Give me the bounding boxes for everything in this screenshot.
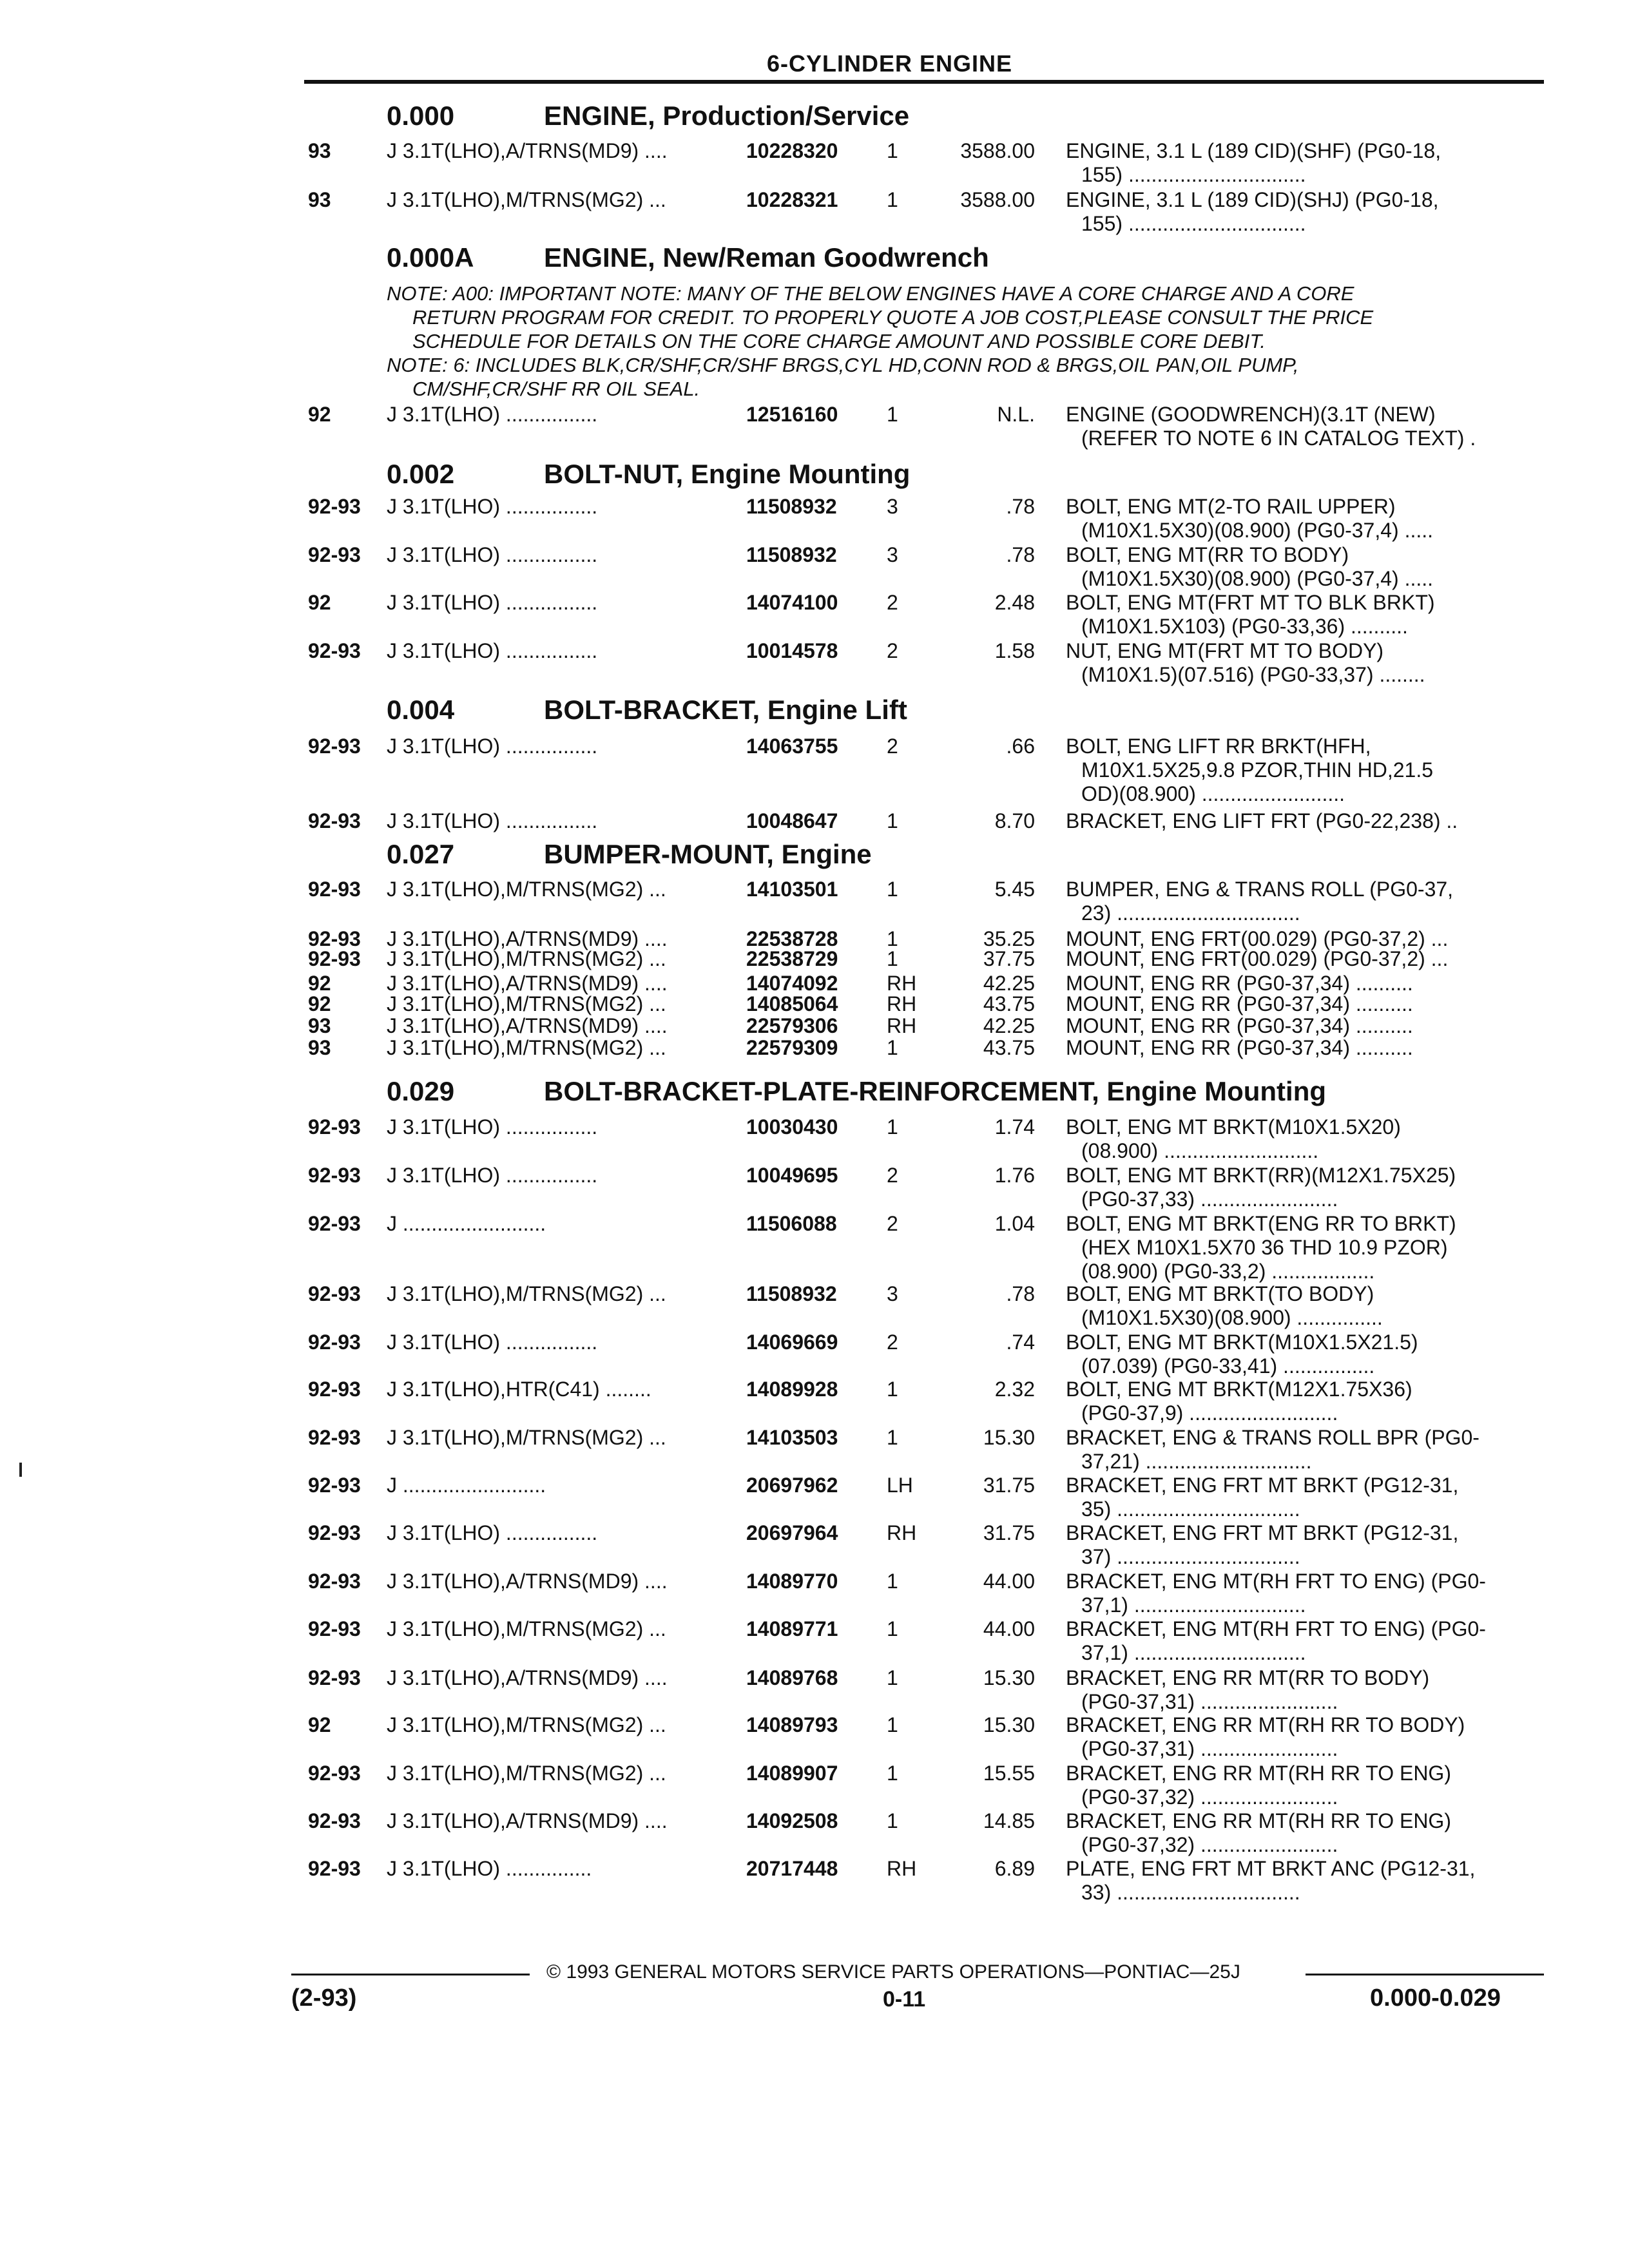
description-continued: (M10X1.5X30)(08.900) ...............	[1081, 1306, 1383, 1329]
part-number: 11508932	[746, 495, 837, 518]
part-description: BOLT, ENG LIFT RR BRKT(HFH,	[1066, 735, 1371, 758]
description-continued: (PG0-37,31) ........................	[1081, 1690, 1338, 1713]
model-years: 92-93	[308, 927, 361, 950]
application: J 3.1T(LHO) ................	[387, 639, 598, 662]
model-years: 92-93	[308, 1474, 361, 1497]
model-years: 92-93	[308, 1331, 361, 1354]
model-years: 92	[308, 972, 331, 995]
model-years: 92-93	[308, 947, 361, 970]
description-continued: 23) ................................	[1081, 901, 1300, 925]
model-years: 93	[308, 188, 331, 211]
quantity: 1	[887, 1762, 898, 1785]
quantity: RH	[887, 1014, 917, 1037]
model-years: 92-93	[308, 1857, 361, 1880]
description-continued: (M10X1.5X103) (PG0-33,36) ..........	[1081, 615, 1408, 638]
price: 1.74	[994, 1115, 1035, 1139]
part-description: BOLT, ENG MT BRKT(RR)(M12X1.75X25)	[1066, 1164, 1456, 1187]
footer-rule-left	[291, 1974, 530, 1975]
model-years: 92-93	[308, 809, 361, 832]
part-description: BOLT, ENG MT(2-TO RAIL UPPER)	[1066, 495, 1396, 518]
application: J 3.1T(LHO) ................	[387, 403, 598, 426]
quantity: 2	[887, 1331, 898, 1354]
description-continued: 37,1) ..............................	[1081, 1641, 1306, 1664]
quantity: 1	[887, 1570, 898, 1593]
quantity: 2	[887, 735, 898, 758]
section-title: BOLT-NUT, Engine Mounting	[544, 459, 911, 489]
application: J 3.1T(LHO),M/TRNS(MG2) ...	[387, 1617, 666, 1640]
part-description: ENGINE, 3.1 L (189 CID)(SHJ) (PG0-18,	[1066, 188, 1439, 211]
catalog-note: RETURN PROGRAM FOR CREDIT. TO PROPERLY QUOTE A JOB COST,PLEASE CONSULT THE PRICE	[412, 306, 1374, 329]
part-description: ENGINE, 3.1 L (189 CID)(SHF) (PG0-18,	[1066, 139, 1441, 162]
part-number: 14103501	[746, 878, 838, 901]
description-continued: (PG0-37,32) ........................	[1081, 1785, 1338, 1809]
section-title: BOLT-BRACKET-PLATE-REINFORCEMENT, Engine Mounting	[544, 1076, 1327, 1106]
part-number: 14074092	[746, 972, 838, 995]
footer-rule-right	[1306, 1974, 1544, 1975]
quantity: 1	[887, 139, 898, 162]
part-number: 10228321	[746, 188, 838, 211]
model-years: 92-93	[308, 1282, 361, 1305]
application: J 3.1T(LHO) ................	[387, 809, 598, 832]
description-continued: (07.039) (PG0-33,41) ................	[1081, 1354, 1375, 1378]
application: J 3.1T(LHO) ................	[387, 543, 598, 566]
price: 8.70	[994, 809, 1035, 832]
part-number: 22579306	[746, 1014, 838, 1037]
model-years: 92-93	[308, 1809, 361, 1832]
quantity: RH	[887, 1521, 917, 1544]
model-years: 92-93	[308, 1570, 361, 1593]
part-number: 10030430	[746, 1115, 838, 1139]
description-continued: (08.900) (PG0-33,2) ..................	[1081, 1260, 1375, 1283]
part-description: BOLT, ENG MT BRKT(M12X1.75X36)	[1066, 1378, 1412, 1401]
part-number: 11508932	[746, 1282, 837, 1305]
part-number: 14085064	[746, 992, 838, 1015]
description-continued: 35) ................................	[1081, 1497, 1300, 1521]
application: J 3.1T(LHO) ................	[387, 735, 598, 758]
part-description: MOUNT, ENG RR (PG0-37,34) ..........	[1066, 1014, 1413, 1037]
part-number: 14089771	[746, 1617, 838, 1640]
application: J 3.1T(LHO) ................	[387, 1115, 598, 1139]
section-title: ENGINE, New/Reman Goodwrench	[544, 242, 989, 273]
price: .78	[1006, 495, 1035, 518]
part-description: BOLT, ENG MT(RR TO BODY)	[1066, 543, 1349, 566]
part-number: 10014578	[746, 639, 838, 662]
part-description: BRACKET, ENG RR MT(RH RR TO BODY)	[1066, 1713, 1465, 1736]
section-code: 0.029	[387, 1076, 455, 1106]
model-years: 92	[308, 403, 331, 426]
section-code: 0.002	[387, 459, 455, 489]
price: 31.75	[983, 1474, 1035, 1497]
part-description: MOUNT, ENG RR (PG0-37,34) ..........	[1066, 992, 1413, 1015]
model-years: 92-93	[308, 543, 361, 566]
part-number: 20697962	[746, 1474, 838, 1497]
description-continued: 155) ...............................	[1081, 212, 1306, 235]
price: 5.45	[994, 878, 1035, 901]
section-code: 0.000	[387, 101, 455, 131]
description-continued: (HEX M10X1.5X70 36 THD 10.9 PZOR)	[1081, 1236, 1448, 1259]
part-number: 14089793	[746, 1713, 838, 1736]
description-continued: 155) ...............................	[1081, 163, 1306, 186]
quantity: 1	[887, 1036, 898, 1059]
price: .74	[1006, 1331, 1035, 1354]
part-number: 10228320	[746, 139, 838, 162]
part-number: 22579309	[746, 1036, 838, 1059]
catalog-note: CM/SHF,CR/SHF RR OIL SEAL.	[412, 378, 700, 400]
part-description: NUT, ENG MT(FRT MT TO BODY)	[1066, 639, 1384, 662]
quantity: 1	[887, 1666, 898, 1689]
price: .66	[1006, 735, 1035, 758]
quantity: RH	[887, 992, 917, 1015]
section-title: BUMPER-MOUNT, Engine	[544, 839, 872, 869]
application: J .........................	[387, 1474, 546, 1497]
description-continued: (PG0-37,33) ........................	[1081, 1187, 1338, 1211]
description-continued: OD)(08.900) .........................	[1081, 782, 1345, 805]
price: 15.55	[983, 1762, 1035, 1785]
part-description: BRACKET, ENG RR MT(RH RR TO ENG)	[1066, 1762, 1451, 1785]
model-years: 92-93	[308, 1378, 361, 1401]
application: J 3.1T(LHO),A/TRNS(MD9) ....	[387, 927, 668, 950]
description-continued: M10X1.5X25,9.8 PZOR,THIN HD,21.5	[1081, 758, 1433, 782]
section-code: 0.000A	[387, 242, 474, 273]
part-number: 11506088	[746, 1212, 837, 1235]
section-title: ENGINE, Production/Service	[544, 101, 910, 131]
section-code: 0.004	[387, 695, 455, 725]
part-description: BRACKET, ENG RR MT(RR TO BODY)	[1066, 1666, 1430, 1689]
quantity: 1	[887, 1617, 898, 1640]
application: J 3.1T(LHO),M/TRNS(MG2) ...	[387, 1713, 666, 1736]
application: J 3.1T(LHO),A/TRNS(MD9) ....	[387, 1570, 668, 1593]
description-continued: (M10X1.5X30)(08.900) (PG0-37,4) .....	[1081, 519, 1434, 542]
section-code: 0.027	[387, 839, 455, 869]
application: J 3.1T(LHO) ................	[387, 1164, 598, 1187]
price: 15.30	[983, 1426, 1035, 1449]
model-years: 92-93	[308, 1426, 361, 1449]
price: N.L.	[997, 403, 1035, 426]
part-number: 14089770	[746, 1570, 838, 1593]
price: 37.75	[983, 947, 1035, 970]
part-description: MOUNT, ENG RR (PG0-37,34) ..........	[1066, 1036, 1413, 1059]
page-header: 6-CYLINDER ENGINE	[767, 50, 1013, 77]
model-years: 92-93	[308, 878, 361, 901]
description-continued: 37,1) ..............................	[1081, 1593, 1306, 1617]
part-description: BOLT, ENG MT BRKT(M10X1.5X20)	[1066, 1115, 1401, 1139]
application: J 3.1T(LHO),A/TRNS(MD9) ....	[387, 139, 668, 162]
part-number: 14089768	[746, 1666, 838, 1689]
part-description: MOUNT, ENG FRT(00.029) (PG0-37,2) ...	[1066, 947, 1449, 970]
price: 43.75	[983, 1036, 1035, 1059]
price: 1.76	[994, 1164, 1035, 1187]
quantity: 1	[887, 809, 898, 832]
quantity: 2	[887, 1164, 898, 1187]
quantity: RH	[887, 972, 917, 995]
part-description: BOLT, ENG MT(FRT MT TO BLK BRKT)	[1066, 591, 1435, 614]
part-description: BRACKET, ENG MT(RH FRT TO ENG) (PG0-	[1066, 1617, 1486, 1640]
price: 44.00	[983, 1570, 1035, 1593]
model-years: 92-93	[308, 639, 361, 662]
description-continued: 37,21) .............................	[1081, 1450, 1312, 1473]
copyright-line: © 1993 GENERAL MOTORS SERVICE PARTS OPERATIONS—PONTIAC—25J	[546, 1961, 1240, 1983]
application: J .........................	[387, 1212, 546, 1235]
quantity: 2	[887, 639, 898, 662]
quantity: 1	[887, 1809, 898, 1832]
description-continued: 37) ................................	[1081, 1545, 1300, 1568]
model-years: 92-93	[308, 735, 361, 758]
model-years: 92-93	[308, 1212, 361, 1235]
description-continued: (PG0-37,32) ........................	[1081, 1833, 1338, 1856]
part-number: 14069669	[746, 1331, 838, 1354]
part-description: BRACKET, ENG LIFT FRT (PG0-22,238) ..	[1066, 809, 1458, 832]
price: .78	[1006, 543, 1035, 566]
description-continued: (REFER TO NOTE 6 IN CATALOG TEXT) .	[1081, 427, 1476, 450]
price: 15.30	[983, 1666, 1035, 1689]
quantity: 1	[887, 1426, 898, 1449]
model-years: 93	[308, 1036, 331, 1059]
part-description: BRACKET, ENG FRT MT BRKT (PG12-31,	[1066, 1474, 1459, 1497]
application: J 3.1T(LHO),M/TRNS(MG2) ...	[387, 188, 666, 211]
header-rule	[304, 80, 1544, 84]
application: J 3.1T(LHO),M/TRNS(MG2) ...	[387, 1426, 666, 1449]
model-years: 92	[308, 992, 331, 1015]
quantity: 1	[887, 878, 898, 901]
model-years: 93	[308, 1014, 331, 1037]
quantity: 1	[887, 947, 898, 970]
price: 1.04	[994, 1212, 1035, 1235]
part-number: 22538729	[746, 947, 838, 970]
part-number: 14092508	[746, 1809, 838, 1832]
model-years: 92-93	[308, 1115, 361, 1139]
part-description: BRACKET, ENG RR MT(RH RR TO ENG)	[1066, 1809, 1451, 1832]
quantity: 1	[887, 403, 898, 426]
application: J 3.1T(LHO) ................	[387, 1331, 598, 1354]
price: 3588.00	[960, 188, 1035, 211]
quantity: 1	[887, 188, 898, 211]
price: 42.25	[983, 1014, 1035, 1037]
part-number: 10049695	[746, 1164, 838, 1187]
price: .78	[1006, 1282, 1035, 1305]
part-number: 14063755	[746, 735, 838, 758]
quantity: 2	[887, 591, 898, 614]
page-number: 0-11	[883, 1987, 926, 2012]
part-description: MOUNT, ENG RR (PG0-37,34) ..........	[1066, 972, 1413, 995]
application: J 3.1T(LHO),HTR(C41) ........	[387, 1378, 651, 1401]
model-years: 92-93	[308, 1666, 361, 1689]
price: 43.75	[983, 992, 1035, 1015]
part-number: 20717448	[746, 1857, 838, 1880]
description-continued: (M10X1.5)(07.516) (PG0-33,37) ........	[1081, 663, 1425, 686]
margin-mark	[19, 1463, 22, 1477]
part-description: ENGINE (GOODWRENCH)(3.1T (NEW)	[1066, 403, 1436, 426]
model-years: 92	[308, 1713, 331, 1736]
application: J 3.1T(LHO),A/TRNS(MD9) ....	[387, 1014, 668, 1037]
application: J 3.1T(LHO),M/TRNS(MG2) ...	[387, 1282, 666, 1305]
application: J 3.1T(LHO),M/TRNS(MG2) ...	[387, 1036, 666, 1059]
catalog-note: NOTE: A00: IMPORTANT NOTE: MANY OF THE BELOW ENGINES HAVE A CORE CHARGE AND A CORE	[387, 282, 1354, 305]
part-number: 14089907	[746, 1762, 838, 1785]
part-number: 14089928	[746, 1378, 838, 1401]
price: 2.48	[994, 591, 1035, 614]
application: J 3.1T(LHO) ................	[387, 495, 598, 518]
quantity: 3	[887, 543, 898, 566]
price: 3588.00	[960, 139, 1035, 162]
model-years: 92-93	[308, 1762, 361, 1785]
price: 2.32	[994, 1378, 1035, 1401]
application: J 3.1T(LHO) ................	[387, 591, 598, 614]
part-description: BOLT, ENG MT BRKT(M10X1.5X21.5)	[1066, 1331, 1418, 1354]
part-description: BOLT, ENG MT BRKT(ENG RR TO BRKT)	[1066, 1212, 1456, 1235]
model-years: 92-93	[308, 1617, 361, 1640]
price: 15.30	[983, 1713, 1035, 1736]
application: J 3.1T(LHO),M/TRNS(MG2) ...	[387, 947, 666, 970]
price: 1.58	[994, 639, 1035, 662]
model-years: 92-93	[308, 495, 361, 518]
price: 42.25	[983, 972, 1035, 995]
quantity: 3	[887, 1282, 898, 1305]
application: J 3.1T(LHO),A/TRNS(MD9) ....	[387, 1809, 668, 1832]
description-continued: (M10X1.5X30)(08.900) (PG0-37,4) .....	[1081, 567, 1434, 590]
price: 14.85	[983, 1809, 1035, 1832]
price: 31.75	[983, 1521, 1035, 1544]
part-description: PLATE, ENG FRT MT BRKT ANC (PG12-31,	[1066, 1857, 1476, 1880]
page-range: 0.000-0.029	[1370, 1984, 1501, 2012]
model-years: 92-93	[308, 1521, 361, 1544]
price: 6.89	[994, 1857, 1035, 1880]
part-description: MOUNT, ENG FRT(00.029) (PG0-37,2) ...	[1066, 927, 1449, 950]
quantity: 1	[887, 1713, 898, 1736]
part-description: BRACKET, ENG MT(RH FRT TO ENG) (PG0-	[1066, 1570, 1486, 1593]
quantity: 1	[887, 1378, 898, 1401]
description-continued: 33) ................................	[1081, 1881, 1300, 1904]
part-description: BUMPER, ENG & TRANS ROLL (PG0-37,	[1066, 878, 1454, 901]
price: 35.25	[983, 927, 1035, 950]
part-number: 10048647	[746, 809, 838, 832]
application: J 3.1T(LHO),A/TRNS(MD9) ....	[387, 1666, 668, 1689]
application: J 3.1T(LHO),M/TRNS(MG2) ...	[387, 878, 666, 901]
part-number: 22538728	[746, 927, 838, 950]
quantity: LH	[887, 1474, 913, 1497]
catalog-note: NOTE: 6: INCLUDES BLK,CR/SHF,CR/SHF BRGS,CYL HD,CONN ROD & BRGS,OIL PAN,OIL PUMP,	[387, 354, 1299, 376]
part-description: BRACKET, ENG FRT MT BRKT (PG12-31,	[1066, 1521, 1459, 1544]
quantity: 3	[887, 495, 898, 518]
quantity: RH	[887, 1857, 917, 1880]
part-number: 11508932	[746, 543, 837, 566]
model-years: 92-93	[308, 1164, 361, 1187]
model-years: 92	[308, 591, 331, 614]
catalog-note: SCHEDULE FOR DETAILS ON THE CORE CHARGE AMOUNT AND POSSIBLE CORE DEBIT.	[412, 330, 1266, 352]
date-code: (2-93)	[291, 1984, 357, 2012]
part-description: BRACKET, ENG & TRANS ROLL BPR (PG0-	[1066, 1426, 1480, 1449]
application: J 3.1T(LHO),M/TRNS(MG2) ...	[387, 992, 666, 1015]
part-number: 20697964	[746, 1521, 838, 1544]
section-title: BOLT-BRACKET, Engine Lift	[544, 695, 907, 725]
quantity: 2	[887, 1212, 898, 1235]
application: J 3.1T(LHO) ...............	[387, 1857, 592, 1880]
price: 44.00	[983, 1617, 1035, 1640]
description-continued: (PG0-37,31) ........................	[1081, 1737, 1338, 1760]
part-number: 14103503	[746, 1426, 838, 1449]
part-description: BOLT, ENG MT BRKT(TO BODY)	[1066, 1282, 1374, 1305]
application: J 3.1T(LHO) ................	[387, 1521, 598, 1544]
part-number: 12516160	[746, 403, 838, 426]
quantity: 1	[887, 1115, 898, 1139]
part-number: 14074100	[746, 591, 838, 614]
application: J 3.1T(LHO),A/TRNS(MD9) ....	[387, 972, 668, 995]
description-continued: (08.900) ...........................	[1081, 1139, 1319, 1162]
quantity: 1	[887, 927, 898, 950]
application: J 3.1T(LHO),M/TRNS(MG2) ...	[387, 1762, 666, 1785]
model-years: 93	[308, 139, 331, 162]
description-continued: (PG0-37,9) ..........................	[1081, 1401, 1338, 1425]
